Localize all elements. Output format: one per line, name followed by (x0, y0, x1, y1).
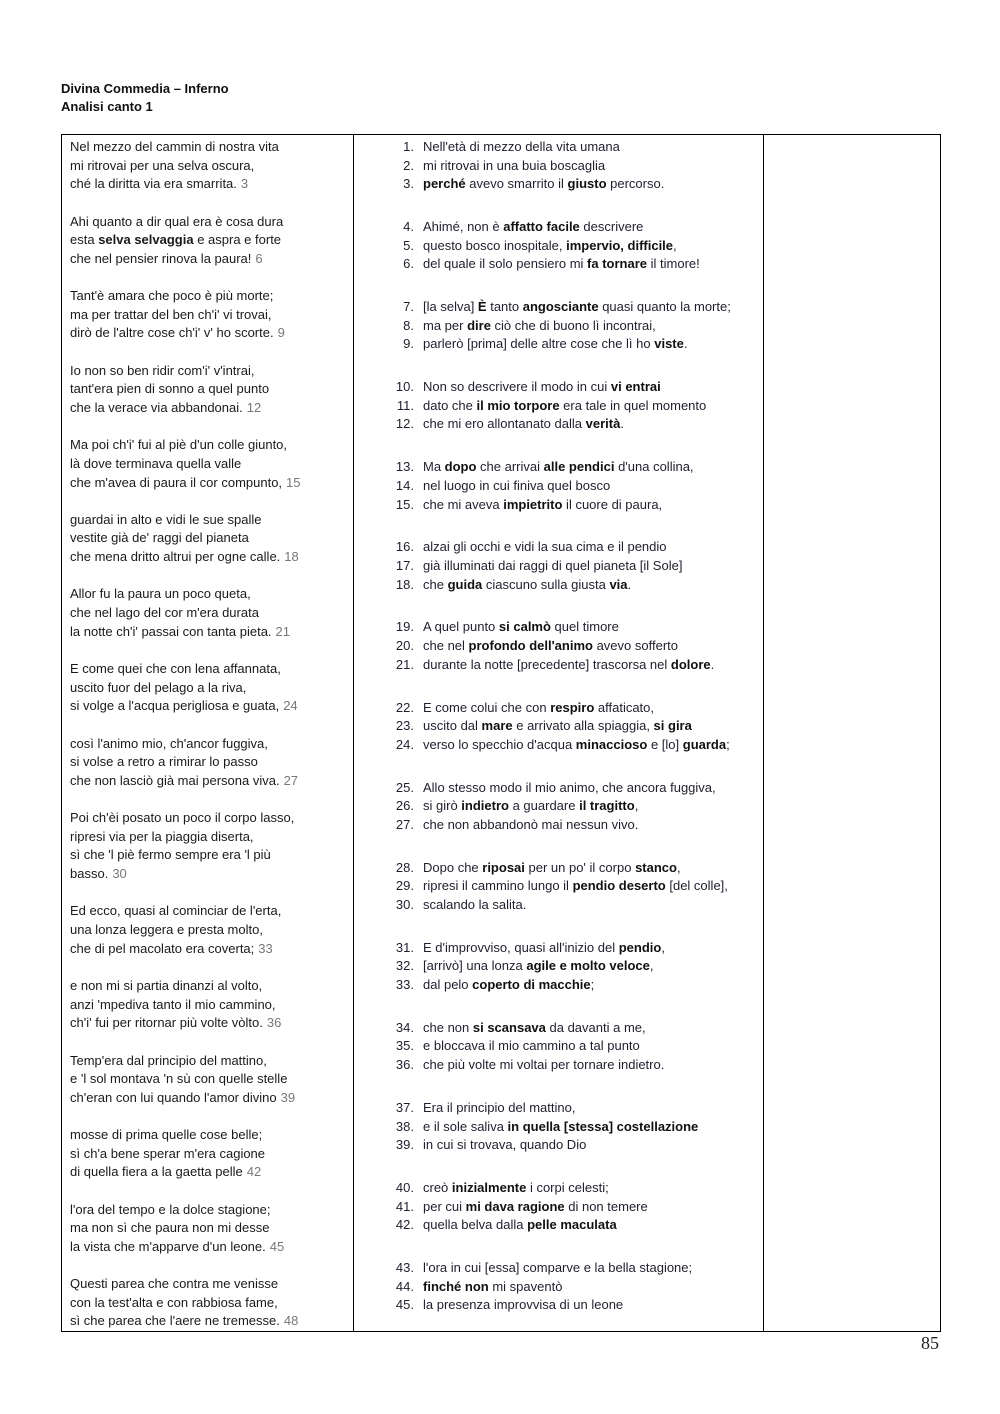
verse-line: Tant'è amara che poco è più morte; (70, 288, 274, 304)
verse-stanza (62, 660, 353, 716)
verse-line: mosse di prima quelle cose belle; (70, 1127, 263, 1143)
line-number: 14. (395, 477, 414, 493)
paraphrase-stanza (354, 859, 763, 915)
paraphrase-text: perché avevo smarrito il giusto percorso. (423, 176, 665, 192)
verse-line: uscito fuor del pelago a la riva, (70, 679, 247, 695)
line-number: 35. (395, 1038, 414, 1054)
verse-line: tant'era pien di sonno a quel punto (70, 381, 270, 397)
paraphrase-line (354, 859, 763, 878)
verse-number: 39 (280, 1089, 296, 1105)
paraphrase-stanza (354, 1179, 763, 1235)
verse-line: che nel lago del cor m'era durata (70, 605, 259, 621)
verse-line: sì che parea che l'aere ne tremesse. 48 (70, 1313, 299, 1329)
paraphrase-text: Allo stesso modo il mio animo, che ancora fuggiva, (423, 779, 716, 795)
verse-stanza (62, 436, 353, 492)
verse-line: guardai in alto e vidi le sue spalle (70, 511, 262, 527)
notes-column (764, 135, 941, 1332)
paraphrase-text: finché non mi spaventò (423, 1278, 563, 1294)
verse-line: che m'avea di paura il cor compunto, 15 (70, 474, 301, 490)
paraphrase-line (354, 538, 763, 557)
paraphrase-text: del quale il solo pensiero mi fa tornare il timore! (423, 256, 700, 272)
line-number: 3. (403, 176, 414, 192)
verse-stanza (62, 287, 353, 343)
line-number: 16. (395, 539, 414, 555)
line-number: 36. (395, 1057, 414, 1073)
paraphrase-text: verso lo specchio d'acqua minaccioso e [lo] guarda; (423, 736, 730, 752)
paraphrase-stanza (354, 1259, 763, 1315)
paraphrase-text: che più volte mi voltai per tornare indietro. (423, 1057, 665, 1073)
line-number: 43. (395, 1260, 414, 1276)
verse-line: che di pel macolato era coverta; 33 (70, 940, 273, 956)
paraphrase-text: Ma dopo che arrivai alle pendici d'una collina, (423, 459, 694, 475)
paraphrase-text: in cui si trovava, quando Dio (423, 1137, 587, 1153)
line-number: 4. (403, 219, 414, 235)
verse-line: che nel pensier rinova la paura! 6 (70, 250, 263, 266)
line-number: 18. (395, 576, 414, 592)
line-number: 7. (403, 299, 414, 315)
verse-line: Questi parea che contra me venisse (70, 1276, 279, 1292)
verse-number: 3 (240, 176, 249, 192)
verse-line: e 'l sol montava 'n sù con quelle stelle (70, 1071, 288, 1087)
paraphrase-text: [arrivò] una lonza agile e molto veloce, (423, 958, 654, 974)
line-number: 20. (395, 638, 414, 654)
verse-line: Temp'era dal principio del mattino, (70, 1052, 267, 1068)
paraphrase-stanza (354, 618, 763, 674)
verse-number: 24 (283, 698, 298, 714)
page-number: 85 (921, 1333, 939, 1353)
line-number: 6. (403, 256, 414, 272)
verse-line: mi ritrovai per una selva oscura, (70, 157, 255, 173)
line-number: 23. (395, 718, 414, 734)
paraphrase-line (354, 1056, 763, 1075)
verse-number: 42 (246, 1164, 262, 1180)
verse-number: 45 (269, 1238, 285, 1254)
line-number: 28. (395, 859, 414, 875)
paraphrase-text: E d'improvviso, quasi all'inizio del pendio, (423, 939, 665, 955)
paraphrase-line (354, 1118, 763, 1137)
verse-number: 48 (283, 1313, 299, 1329)
paraphrase-text: [la selva] È tanto angosciante quasi quanto la morte; (423, 299, 731, 315)
verse-line: si volse a retro a rimirar lo passo (70, 754, 258, 770)
verse-line: ch'eran con lui quando l'amor divino 39 (70, 1089, 296, 1105)
line-number: 19. (395, 619, 414, 635)
paraphrase-text: questo bosco inospitale, impervio, difficile, (423, 237, 677, 253)
verse-stanza (62, 511, 353, 567)
verse-number: 27 (283, 772, 299, 788)
line-number: 34. (395, 1019, 414, 1035)
paraphrase-line (354, 1259, 763, 1278)
line-number: 1. (403, 139, 414, 154)
paraphrase-text: per cui mi dava ragione di non temere (423, 1198, 648, 1214)
paraphrase-line (354, 378, 763, 397)
line-number: 2. (403, 157, 414, 173)
verse-line: con la test'alta e con rabbiosa fame, (70, 1294, 278, 1310)
paraphrase-stanza (354, 779, 763, 835)
paraphrase-line (354, 656, 763, 675)
paraphrase-text: A quel punto si calmò quel timore (423, 619, 619, 635)
verse-line: che mena dritto altrui per ogne calle. 18 (70, 549, 299, 565)
paraphrase-line (354, 496, 763, 515)
paraphrase-text: parlerò [prima] delle altre cose che lì ho viste. (423, 336, 688, 352)
line-number: 10. (395, 379, 414, 395)
line-number: 41. (395, 1198, 414, 1214)
line-number: 44. (395, 1278, 414, 1294)
line-number: 42. (395, 1217, 414, 1233)
paraphrase-text: che nel profondo dell'animo avevo sofferto (423, 638, 679, 654)
verse-stanza (62, 1201, 353, 1257)
verse-line: ma per trattar del ben ch'i' vi trovai, (70, 306, 272, 322)
line-number: 32. (395, 958, 414, 974)
paraphrase-line (354, 157, 763, 176)
paraphrase-column (354, 135, 764, 1332)
paraphrase-text: Dopo che riposai per un po' il corpo stanco, (423, 859, 681, 875)
verse-number: 33 (258, 940, 273, 956)
paraphrase-stanza (354, 1019, 763, 1075)
line-number: 25. (395, 779, 414, 795)
paraphrase-text: che non abbandonò mai nessun vivo. (423, 816, 639, 832)
line-number: 22. (395, 699, 414, 715)
verse-line: e non mi si partia dinanzi al volto, (70, 977, 263, 993)
paraphrase-line (354, 138, 763, 157)
paraphrase-text: e bloccava il mio cammino a tal punto (423, 1038, 640, 1054)
paraphrase-text: durante la notte [precedente] trascorsa nel dolore. (423, 656, 715, 672)
verse-line: la notte ch'i' passai con tanta pieta. 21 (70, 623, 291, 639)
paraphrase-line (354, 255, 763, 274)
paraphrase-stanza (354, 218, 763, 274)
verse-number: 18 (284, 549, 299, 565)
paraphrase-line (354, 335, 763, 354)
paraphrase-text: che mi ero allontanato dalla verità. (423, 416, 624, 432)
verse-line: che la verace via abbandonai. 12 (70, 399, 262, 415)
paraphrase-stanza (354, 538, 763, 594)
line-number: 31. (395, 939, 414, 955)
document-subtitle: Analisi canto 1 (61, 99, 153, 114)
paraphrase-line (354, 1198, 763, 1217)
verse-line: Io non so ben ridir com'i' v'intrai, (70, 362, 255, 378)
paraphrase-line (354, 218, 763, 237)
verse-line: ch'i' fui per ritornar più volte vòlto. 36 (70, 1015, 282, 1031)
line-number: 37. (395, 1099, 414, 1115)
verse-line: Poi ch'èi posato un poco il corpo lasso, (70, 810, 295, 826)
verse-stanza (62, 735, 353, 791)
verse-line: Nel mezzo del cammin di nostra vita (70, 139, 279, 154)
verse-line: di quella fiera a la gaetta pelle 42 (70, 1164, 262, 1180)
analysis-table (61, 134, 941, 1332)
paraphrase-stanza (354, 138, 763, 194)
line-number: 12. (395, 416, 414, 432)
paraphrase-text: creò inizialmente i corpi celesti; (423, 1180, 609, 1196)
verse-line: E come quei che con lena affannata, (70, 661, 281, 677)
paraphrase-text: E come colui che con respiro affaticato, (423, 699, 655, 715)
line-number: 29. (395, 878, 414, 894)
line-number: 21. (395, 656, 414, 672)
verse-number: 36 (266, 1015, 282, 1031)
paraphrase-line (354, 576, 763, 595)
verse-number: 12 (246, 399, 262, 415)
paraphrase-line (354, 779, 763, 798)
verse-stanza (62, 585, 353, 641)
verse-number: 21 (275, 623, 291, 639)
paraphrase-text: la presenza improvvisa di un leone (423, 1297, 624, 1313)
verse-line: così l'animo mio, ch'ancor fuggiva, (70, 735, 268, 751)
paraphrase-line (354, 896, 763, 915)
paraphrase-line (354, 1216, 763, 1235)
paraphrase-text: Era il principio del mattino, (423, 1099, 576, 1115)
paraphrase-text: ma per dire ciò che di buono lì incontrai, (423, 317, 656, 333)
paraphrase-line (354, 458, 763, 477)
line-number: 13. (395, 459, 414, 475)
verse-stanza (62, 213, 353, 269)
document-title: Divina Commedia – Inferno (61, 81, 229, 96)
paraphrase-line (354, 1179, 763, 1198)
line-number: 38. (395, 1118, 414, 1134)
paraphrase-line (354, 939, 763, 958)
paraphrase-text: scalando la salita. (423, 896, 527, 912)
verse-line: vestite già de' raggi del pianeta (70, 530, 249, 546)
verse-stanza (62, 1275, 353, 1331)
verse-line: che non lasciò già mai persona viva. 27 (70, 772, 299, 788)
paraphrase-line (354, 1019, 763, 1038)
paraphrase-text: ripresi il cammino lungo il pendio deserto [del colle], (423, 878, 728, 894)
verse-line: Ma poi ch'i' fui al piè d'un colle giunto, (70, 437, 288, 453)
verse-stanza (62, 902, 353, 958)
paraphrase-stanza (354, 1099, 763, 1155)
paraphrase-text: che mi aveva impietrito il cuore di paura, (423, 496, 663, 512)
paraphrase-text: che non si scansava da davanti a me, (423, 1019, 646, 1035)
verse-line: Ahi quanto a dir qual era è cosa dura (70, 213, 284, 229)
paraphrase-line (354, 557, 763, 576)
paraphrase-line (354, 976, 763, 995)
paraphrase-text: alzai gli occhi e vidi la sua cima e il pendio (423, 539, 667, 555)
paraphrase-stanza (354, 458, 763, 514)
verse-line: sì che 'l piè fermo sempre era 'l più (70, 847, 271, 863)
line-number: 45. (395, 1297, 414, 1313)
paraphrase-text: Non so descrivere il modo in cui vi entrai (423, 379, 661, 395)
paraphrase-text: mi ritrovai in una buia boscaglia (423, 157, 606, 173)
verse-line: Ed ecco, quasi al cominciar de l'erta, (70, 903, 282, 919)
paraphrase-line (354, 877, 763, 896)
line-number: 24. (395, 736, 414, 752)
verse-number: 30 (112, 865, 127, 881)
verse-stanza (62, 809, 353, 883)
paraphrase-line (354, 477, 763, 496)
verse-line: la vista che m'apparve d'un leone. 45 (70, 1238, 285, 1254)
paraphrase-line (354, 1099, 763, 1118)
paraphrase-line (354, 1278, 763, 1297)
paraphrase-line (354, 797, 763, 816)
original-text-column (62, 135, 354, 1332)
paraphrase-text: già illuminati dai raggi di quel pianeta [il Sole] (423, 557, 683, 573)
paraphrase-line (354, 957, 763, 976)
verse-number: 9 (277, 325, 285, 341)
document-header (61, 80, 229, 116)
verse-line: si volge a l'acqua perigliosa e guata, 24 (70, 698, 298, 714)
line-number: 33. (395, 976, 414, 992)
verse-line: là dove terminava quella valle (70, 455, 242, 471)
line-number: 26. (395, 798, 414, 814)
paraphrase-line (354, 637, 763, 656)
verse-number: 15 (286, 474, 301, 490)
paraphrase-line (354, 717, 763, 736)
paraphrase-line (354, 699, 763, 718)
verse-stanza (62, 977, 353, 1033)
paraphrase-stanza (354, 699, 763, 755)
line-number: 5. (403, 237, 414, 253)
paraphrase-text: nel luogo in cui finiva quel bosco (423, 477, 611, 493)
paraphrase-line (354, 237, 763, 256)
verse-stanza (62, 1052, 353, 1108)
paraphrase-text: uscito dal mare e arrivato alla spiaggia, si gira (423, 718, 692, 734)
line-number: 40. (395, 1180, 414, 1196)
verse-line: anzi 'mpediva tanto il mio cammino, (70, 996, 276, 1012)
paraphrase-stanza (354, 298, 763, 354)
line-number: 27. (395, 816, 414, 832)
verse-line: sì ch'a bene sperar m'era cagione (70, 1145, 266, 1161)
verse-line: esta selva selvaggia e aspra e forte (70, 232, 282, 248)
paraphrase-text: quella belva dalla pelle maculata (423, 1217, 617, 1233)
paraphrase-text: dato che il mio torpore era tale in quel momento (423, 397, 707, 413)
line-number: 15. (395, 496, 414, 512)
verse-number: 6 (255, 250, 263, 266)
paraphrase-line (354, 816, 763, 835)
paraphrase-line (354, 618, 763, 637)
paraphrase-line (354, 1037, 763, 1056)
line-number: 11. (396, 397, 414, 413)
paraphrase-text: Ahimé, non è affatto facile descrivere (423, 219, 644, 235)
verse-line: dirò de l'altre cose ch'i' v' ho scorte. 9 (70, 325, 285, 341)
paraphrase-text: l'ora in cui [essa] comparve e la bella stagione; (423, 1260, 693, 1276)
paraphrase-text: che guida ciascuno sulla giusta via. (423, 576, 632, 592)
paraphrase-stanzas (354, 138, 763, 1315)
paraphrase-line (354, 1296, 763, 1315)
verse-stanza (62, 1126, 353, 1182)
paraphrase-text: e il sole saliva in quella [stessa] costellazione (423, 1118, 699, 1134)
paraphrase-line (354, 317, 763, 336)
paraphrase-text: si girò indietro a guardare il tragitto, (423, 798, 639, 814)
verse-line: una lonza leggera e presta molto, (70, 921, 263, 937)
table-row (62, 135, 941, 1332)
paraphrase-text: Nell'età di mezzo della vita umana (423, 139, 620, 154)
line-number: 17. (395, 557, 414, 573)
verse-line: ripresi via per la piaggia diserta, (70, 828, 254, 844)
verse-line: ché la diritta via era smarrita. 3 (70, 176, 249, 192)
line-number: 39. (395, 1137, 414, 1153)
line-number: 30. (395, 896, 414, 912)
paraphrase-line (354, 175, 763, 194)
verse-line: basso. 30 (70, 865, 127, 881)
paraphrase-line (354, 1136, 763, 1155)
verse-line: Allor fu la paura un poco queta, (70, 586, 251, 602)
verse-line: l'ora del tempo e la dolce stagione; (70, 1201, 271, 1217)
paraphrase-line (354, 298, 763, 317)
paraphrase-stanza (354, 939, 763, 995)
paraphrase-line (354, 736, 763, 755)
verse-stanza (62, 138, 353, 194)
verse-stanza (62, 362, 353, 418)
paraphrase-line (354, 415, 763, 434)
paraphrase-stanza (354, 378, 763, 434)
verse-line: ma non sì che paura non mi desse (70, 1220, 270, 1236)
line-number: 8. (403, 317, 414, 333)
paraphrase-text: dal pelo coperto di macchie; (423, 976, 595, 992)
paraphrase-line (354, 397, 763, 416)
original-stanzas (62, 138, 353, 1331)
line-number: 9. (403, 336, 414, 352)
